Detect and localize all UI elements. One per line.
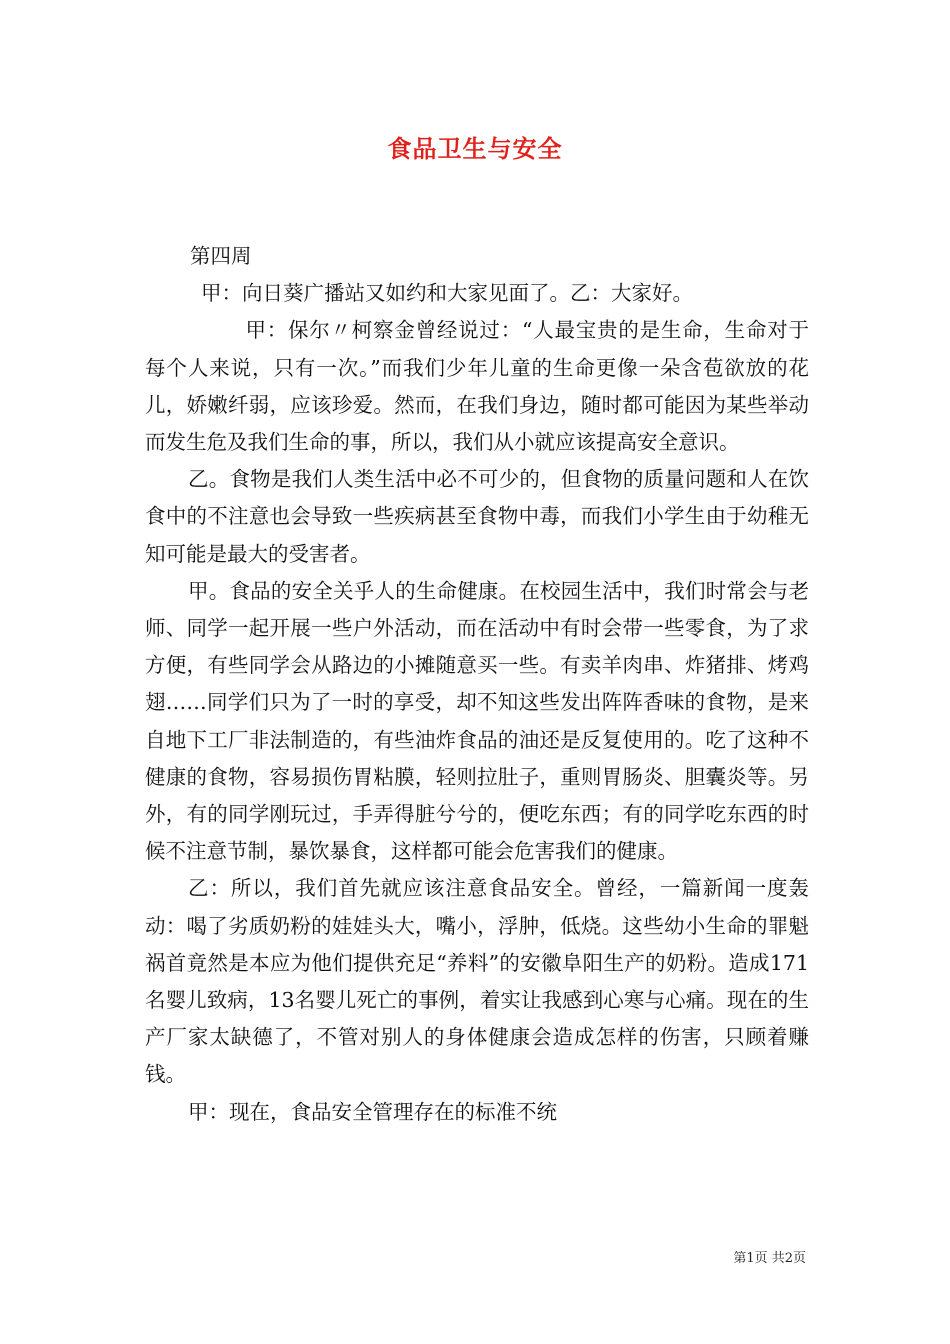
paragraph: 甲：保尔〃柯察金曾经说过：“人最宝贵的是生命，生命对于每个人来说，只有一次。”而我们少年儿童的生命更像一朵含苞欲放的花儿，娇嫩纤弱，应该珍爱。然而，在我们身边，随时都可能因为某些举动而发生危及我们生命的事，所以，我们从小就应该提高安全意识。 (145, 318, 809, 455)
paragraph: 甲：向日葵广播站又如约和大家见面了。乙：大家好。 (201, 281, 693, 306)
document-title: 食品卫生与安全 (387, 134, 563, 163)
paragraph: 甲。食品的安全关乎人的生命健康。在校园生活中，我们时常会与老师、同学一起开展一些户外活动，而在活动中有时会带一些零食，为了求方便，有些同学会从路边的小摊随意买一些。有卖羊肉串、炸猪排、烤鸡翅……同学们只为了一时的享受，却不知这些发出阵阵香味的食物，是来自地下工厂非法制造的，有些油炸食品的油还是反复使用的。吃了这种不健康的食物，容易损伤胃粘膜，轻则拉肚子，重则胃肠炎、胆囊炎等。另外，有的同学刚玩过，手弄得脏兮兮的，便吃东西；有的同学吃东西的时候不注意节制，暴饮暴食，这样都可能会危害我们的健康。 (145, 578, 809, 864)
document-body (145, 238, 809, 1131)
paragraph: 乙。食物是我们人类生活中必不可少的，但食物的质量问题和人在饮食中的不注意也会导致一些疾病甚至食物中毒，而我们小学生由于幼稚无知可能是最大的受害者。 (145, 467, 809, 566)
paragraph: 甲：现在，食品安全管理存在的标准不统 (188, 1099, 558, 1124)
paragraph: 乙：所以，我们首先就应该注意食品安全。曾经，一篇新闻一度轰动：喝了劣质奶粉的娃娃头大，嘴小，浮肿，低烧。这些幼小生命的罪魁祸首竟然是本应为他们提供充足“养料”的安徽阜阳生产的奶粉。造成171名婴儿致病，13名婴儿死亡的事例，着实让我感到心寒与心痛。现在的生产厂家太缺德了，不管对别人的身体健康会造成怎样的伤害，只顾着赚钱。 (145, 876, 809, 1087)
page-number: 第1页 共2页 (733, 1251, 806, 1266)
section-heading: 第四周 (190, 244, 252, 268)
